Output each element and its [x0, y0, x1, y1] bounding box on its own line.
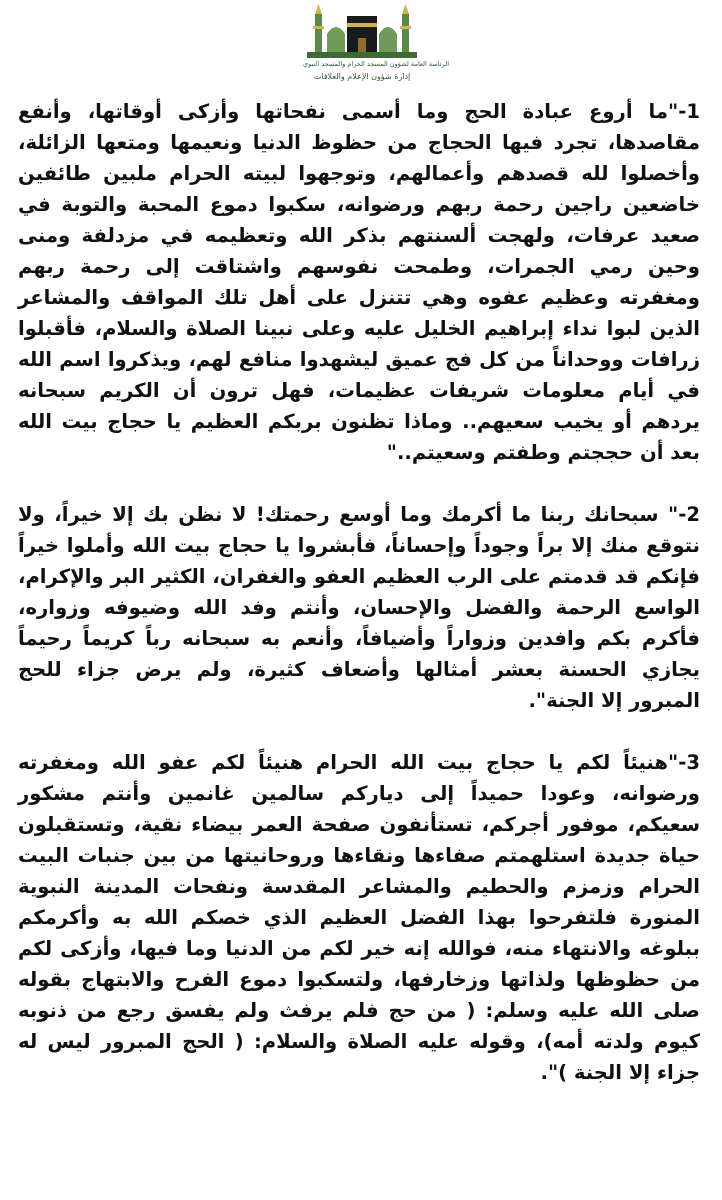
logo-caption: الرئاسة العامة لشؤون المسجد الحرام والمسجد النبوي — [303, 60, 450, 68]
kaaba-mosque-emblem-icon — [303, 2, 421, 60]
paragraph-3: 3-"هنيئاً لكم يا حجاج بيت الله الحرام هنيئاً لكم عفو الله ومغفرته ورضوانه، وعودا حميداً إلى دياركم سالمين غانمين وأنتم مشكور سعيكم، موفور أجركم، تستأنفون صفحة العمر بيضاء نقية، وتستقبلون حياة جديدة استلهمتم صفاءها ونقاءها وروحانيتها من بين جنبات البيت الحرام وزمزم والحطيم والمشاعر المقدسة ونفحات المدينة النبوية المنورة فلتفرحوا بهذا الفضل العظيم الذي خصكم الله به وأكرمكم ببلوغه والانتهاء منه، فوالله إنه خير لكم من الدنيا وما فيها، وأزكى لكم من حظوظها ولذاتها وزخارفها، ولتسكبوا دموع الفرح والابتهاج بقوله صلى الله عليه وسلم: ( من حج فلم يرفث ولم يفسق رجع من ذنوبه كيوم ولدته أمه)، وقوله عليه الصلاة والسلام: ( الحج المبرور ليس له جزاء إلا الجنة )". — [18, 751, 700, 1084]
paragraph-2: 2-" سبحانك ربنا ما أكرمك وما أوسع رحمتك! لا نظن بك إلا خيراً، ولا نتوقع منك إلا براً وجوداً وإحساناً، فأبشروا يا حجاج بيت الله وأملوا خيراً فإنكم قد قدمتم على الرب العظيم العفو والغفران، الكثير البر والإكرام، الواسع الرحمة والفضل والإحسان، وأنتم وفد الله وضيوفه وزواره، فأكرم بكم وافدين وزواراً وأضيافاً، وأنعم به سبحانه رباً كريماً رحيماً يجازي الحسنة بعشر أمثالها وأضعاف كثيرة، ولم يرض جزاء للحج المبرور إلا الجنة". — [18, 503, 700, 712]
logo-subcaption: إدارة شؤون الإعلام والعلاقات — [313, 72, 411, 81]
document-body — [18, 96, 700, 1088]
logo — [303, 2, 450, 86]
paragraph-1: 1-"ما أروع عبادة الحج وما أسمى نفحاتها وأزكى أوقاتها، وأنفع مقاصدها، تجرد فيها الحجاج من حظوظ الدنيا ونعيمها ومتعها الزائلة، وأخصلوا لله قصدهم وأعمالهم، وتوجهوا لبيته الحرام ملبين طائفين خاضعين راجين رحمة ربهم ورضوانه، سكبوا دموع المحبة والتوبة في صعيد عرفات، ولهجت ألسنتهم بذكر الله وتعظيمه في مزدلفة ومنى وحين رمي الجمرات، وطمحت نفوسهم واشتاقت إلى رحمة ربهم ومغفرته وعظيم عفوه وهي تتنزل على أهل تلك المواقف والمشاعر الذين لبوا نداء إبراهيم الخليل عليه وعلى نبينا الصلاة والسلام، فأقبلوا زرافات ووحداناً من كل فج عميق ليشهدوا منافع لهم، ويذكروا اسم الله في أيام معلومات شريفات عظيمات، فهل ترون أن الكريم سبحانه يردهم أو يخيب سعيهم.. وماذا تظنون بربكم العظيم يا حجاج بيت الله بعد أن حججتم وطفتم وسعيتم.." — [18, 100, 700, 464]
